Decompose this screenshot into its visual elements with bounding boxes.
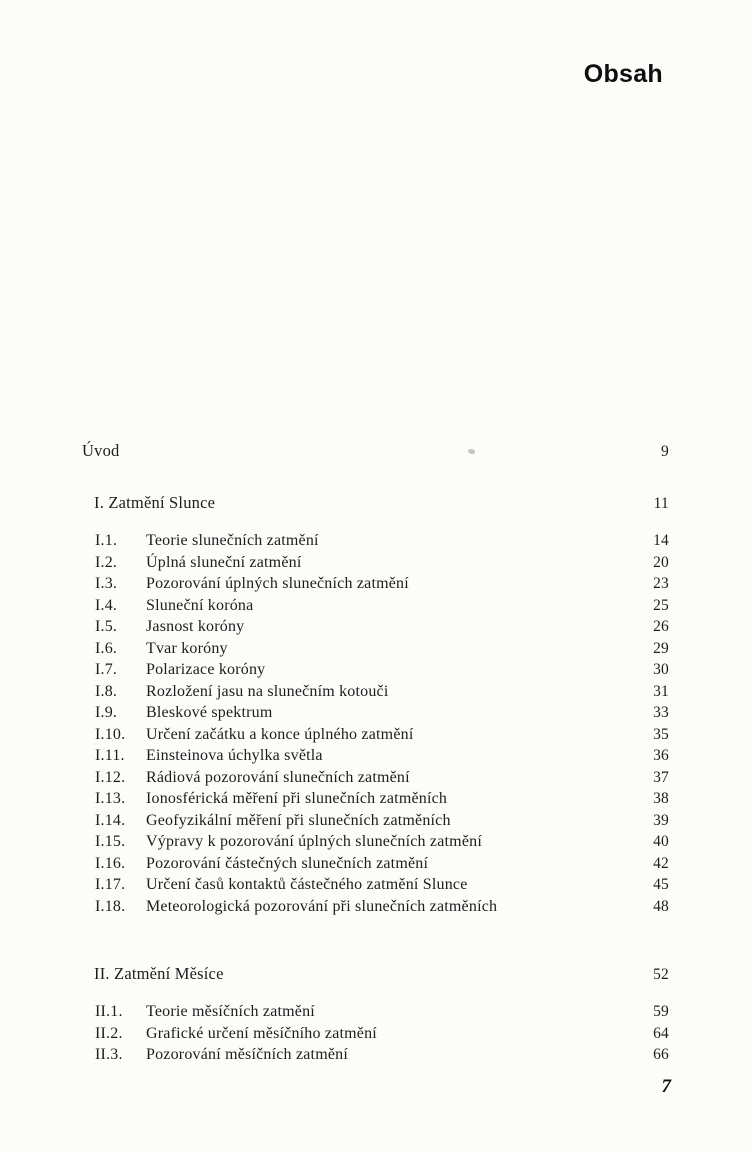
toc-entry-label: Einsteinova úchylka světla <box>146 747 323 764</box>
toc-entry-page: 66 <box>653 1046 669 1063</box>
toc-entry-page: 38 <box>653 790 669 807</box>
toc-entry <box>82 745 669 767</box>
toc-entry-number: I.5. <box>95 618 118 635</box>
toc-entry-page: 45 <box>653 876 669 893</box>
toc-entry-label: Rozložení jasu na slunečním kotouči <box>146 682 389 700</box>
toc-entry <box>82 1044 669 1066</box>
toc-entry-intro <box>82 440 669 462</box>
toc-entry-label: Ionosférická měření při slunečních zatměních <box>146 790 448 807</box>
toc-entry-page: 30 <box>653 661 669 678</box>
toc-entry-number: I.14. <box>95 811 126 829</box>
toc-entry-label: Úplná sluneční zatmění <box>146 553 302 571</box>
toc-entry <box>82 638 669 660</box>
toc-entry-label: Jasnost koróny <box>146 618 245 635</box>
toc-entry-page: 36 <box>653 747 669 764</box>
toc-entry <box>82 724 669 746</box>
toc-entry-label: Určení začátku a konce úplného zatmění <box>146 725 414 743</box>
toc-entry <box>82 702 669 724</box>
toc-entry-page: 20 <box>653 553 669 571</box>
toc-entry-label: Tvar koróny <box>146 639 228 657</box>
toc-entry-page: 37 <box>653 768 669 786</box>
toc-entry-label: Sluneční koróna <box>146 596 254 614</box>
toc-entry-page: 42 <box>653 854 669 872</box>
toc-entry-page: 23 <box>653 575 669 592</box>
toc-entry-number: I.1. <box>95 532 118 549</box>
toc-entry-label: Bleskové spektrum <box>146 704 273 721</box>
toc-entry <box>82 810 669 832</box>
toc-entry-page: 59 <box>653 1003 669 1020</box>
toc-entry <box>82 530 669 552</box>
toc-entry <box>82 874 669 896</box>
page-title: Obsah <box>583 60 663 88</box>
toc-entry <box>82 896 669 918</box>
toc-entry <box>82 788 669 810</box>
toc-section-title <box>82 492 669 516</box>
toc-section-label: II. Zatmění Měsíce <box>94 964 224 983</box>
toc-section-title <box>82 963 669 987</box>
toc-entry <box>82 1023 669 1045</box>
toc-entry-page: 39 <box>653 811 669 829</box>
toc-entry-page: 33 <box>653 704 669 721</box>
toc-entry-page: 48 <box>653 897 669 915</box>
toc-entry-label: Geofyzikální měření při slunečních zatměních <box>146 811 451 829</box>
toc-entry-label: Grafické určení měsíčního zatmění <box>146 1024 377 1042</box>
toc-entry-number: I.11. <box>95 747 125 764</box>
toc-entry-label: Rádiová pozorování slunečních zatmění <box>146 768 410 786</box>
toc-entry <box>82 659 669 681</box>
toc-entry <box>82 616 669 638</box>
toc-entry-page: 29 <box>653 639 669 657</box>
table-of-contents <box>82 440 669 1066</box>
toc-entry-page: 26 <box>653 618 669 635</box>
toc-entry <box>82 1001 669 1023</box>
toc-entry-label: Pozorování měsíčních zatmění <box>146 1046 348 1063</box>
toc-entry-number: I.4. <box>95 596 118 614</box>
toc-entry-number: I.13. <box>95 790 126 807</box>
toc-entry-label: Polarizace koróny <box>146 661 266 678</box>
toc-entry-number: II.3. <box>95 1046 123 1063</box>
toc-entry <box>82 681 669 703</box>
toc-entry <box>82 853 669 875</box>
toc-entry <box>82 831 669 853</box>
toc-entry-page: 64 <box>653 1024 669 1042</box>
toc-entry-number: I.12. <box>95 768 126 786</box>
toc-entry <box>82 767 669 789</box>
toc-entry-number: I.15. <box>95 833 126 850</box>
toc-entry-number: I.7. <box>95 661 118 678</box>
toc-entry-number: II.1. <box>95 1003 123 1020</box>
toc-entry-label: Určení časů kontaktů částečného zatmění Slunce <box>146 876 468 893</box>
toc-entry <box>82 595 669 617</box>
toc-entry <box>82 552 669 574</box>
toc-entry-number: I.2. <box>95 553 118 571</box>
toc-entry-number: I.18. <box>95 897 126 915</box>
toc-section-label: I. Zatmění Slunce <box>94 493 216 512</box>
toc-entry-number: I.16. <box>95 854 126 872</box>
toc-entry <box>82 573 669 595</box>
toc-entry-label: Teorie slunečních zatmění <box>146 532 319 549</box>
toc-entry-page: 25 <box>653 596 669 614</box>
toc-entry-label: Meteorologická pozorování při slunečních zatměních <box>146 897 498 915</box>
toc-section-page: 11 <box>653 495 669 512</box>
toc-entry-number: I.10. <box>95 725 126 743</box>
toc-entry-page: 9 <box>661 443 669 460</box>
toc-entry-number: I.6. <box>95 639 118 657</box>
toc-entry-page: 35 <box>653 725 669 743</box>
toc-entry-label: Úvod <box>82 441 120 460</box>
toc-entry-page: 14 <box>653 532 669 549</box>
toc-entry-label: Pozorování úplných slunečních zatmění <box>146 575 409 592</box>
toc-entry-page: 40 <box>653 833 669 850</box>
toc-section-page: 52 <box>653 966 669 983</box>
toc-entry-label: Pozorování částečných slunečních zatmění <box>146 854 429 872</box>
toc-entry-label: Výpravy k pozorování úplných slunečních zatmění <box>146 833 482 850</box>
toc-entry-number: I.3. <box>95 575 118 592</box>
toc-entry-page: 31 <box>653 682 669 700</box>
toc-entry-number: I.17. <box>95 876 126 893</box>
toc-entry-number: I.8. <box>95 682 118 700</box>
page-number: 7 <box>661 1076 671 1097</box>
toc-entry-number: II.2. <box>95 1024 123 1042</box>
toc-entry-label: Teorie měsíčních zatmění <box>146 1003 315 1020</box>
toc-entry-number: I.9. <box>95 704 118 721</box>
